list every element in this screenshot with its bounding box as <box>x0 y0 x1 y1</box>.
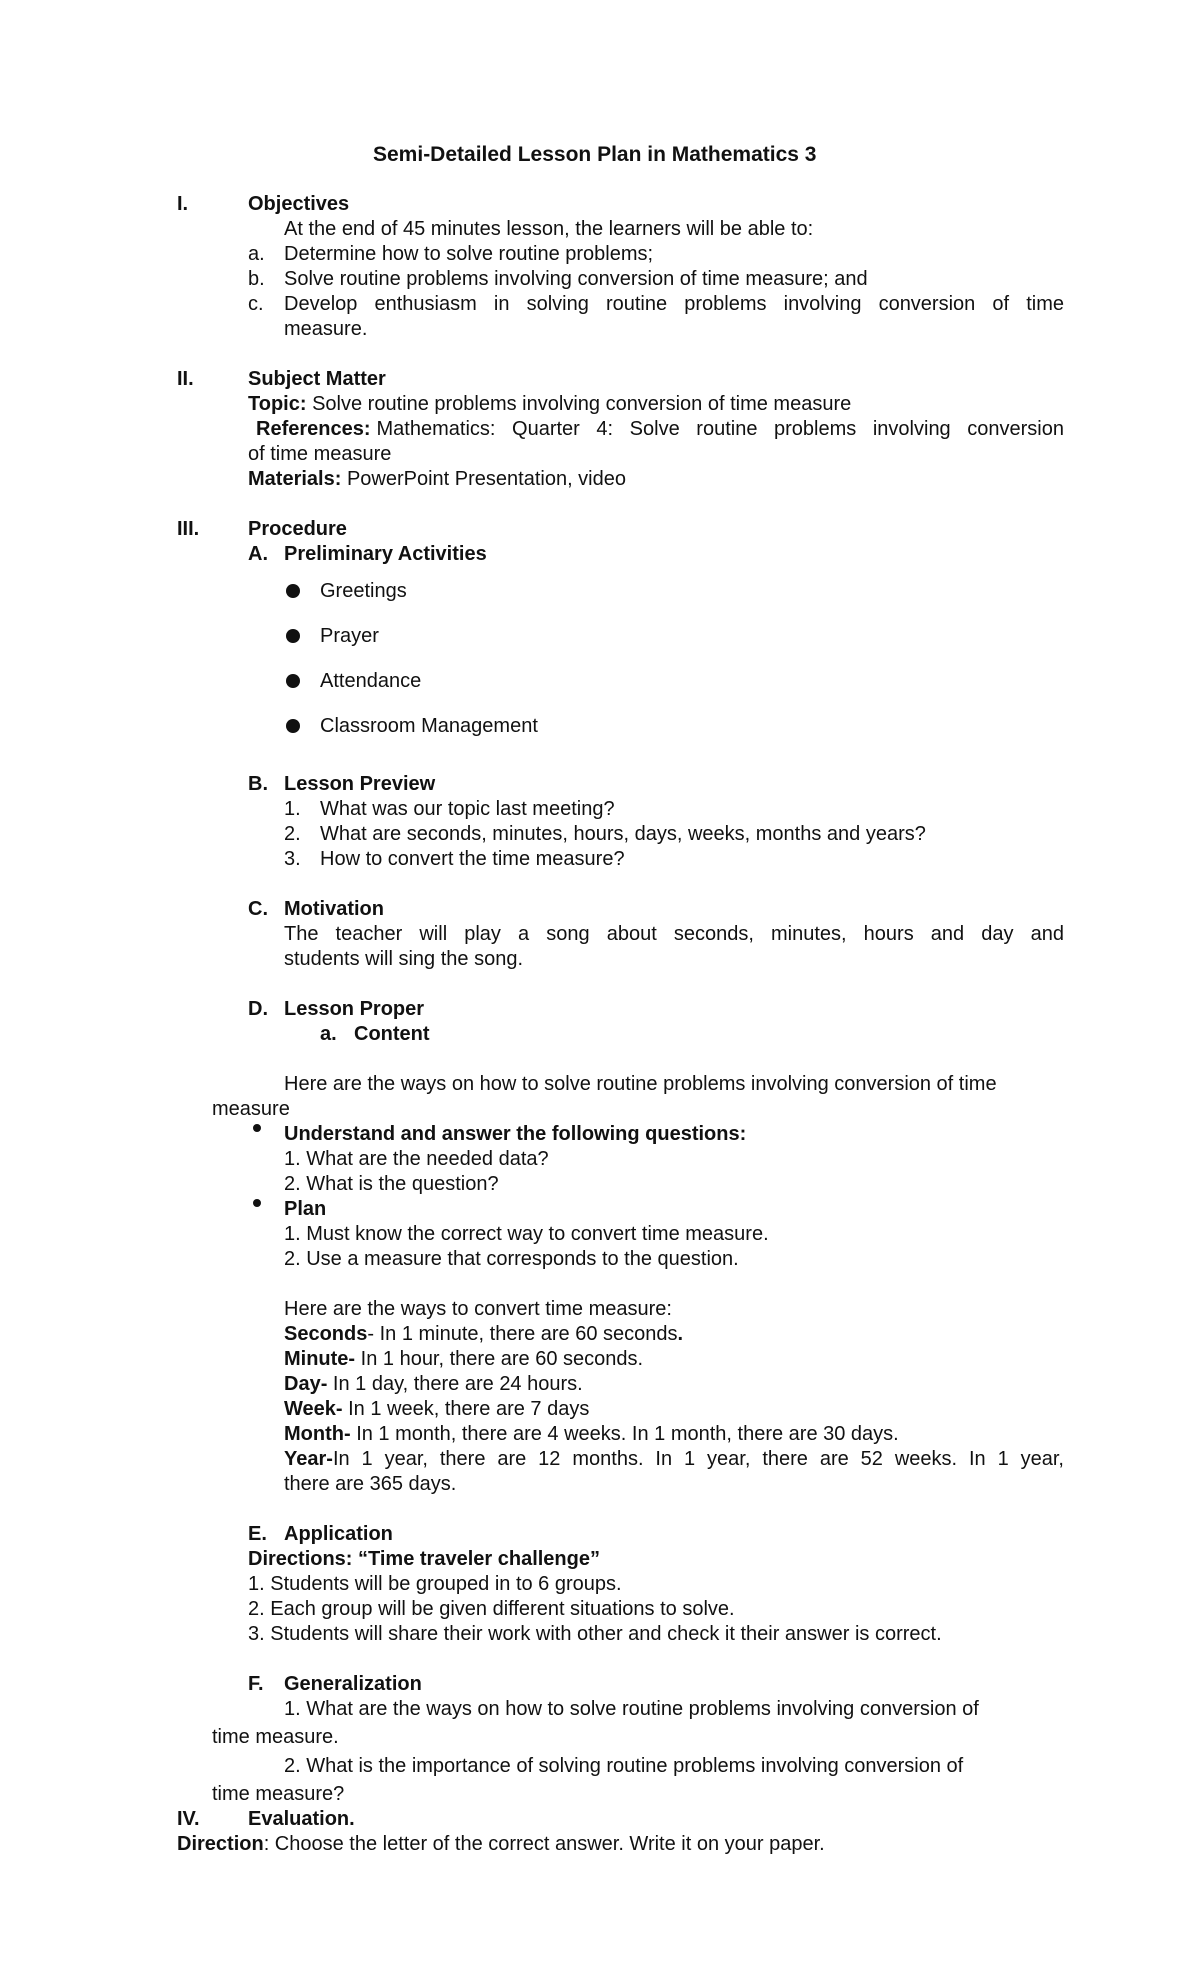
preview-number: 1. <box>284 798 301 820</box>
section-numeral-objectives: I. <box>177 193 189 215</box>
conversion-text: In 1 hour, there are 60 seconds. <box>355 1348 644 1370</box>
conversion-row <box>284 1347 643 1371</box>
subsection-heading-preliminary: Preliminary Activities <box>284 543 487 565</box>
conversion-row <box>284 1372 583 1396</box>
generalization-question: 2. What is the importance of solving routine problems involving conversion of <box>284 1755 964 1777</box>
conversion-row <box>284 1397 589 1421</box>
conversion-row <box>284 1447 1064 1471</box>
plan-heading: Plan <box>284 1198 327 1220</box>
preview-question: What are seconds, minutes, hours, days, weeks, months and years? <box>320 823 926 845</box>
conversion-label: Minute- <box>284 1348 356 1370</box>
conversion-text-continued: there are 365 days. <box>284 1473 457 1495</box>
subsection-heading-lesson-proper: Lesson Proper <box>284 998 425 1020</box>
conversion-text: - In 1 minute, there are 60 seconds <box>367 1323 678 1345</box>
subsection-heading-generalization: Generalization <box>284 1673 422 1695</box>
plan-item: 2. Use a measure that corresponds to the question. <box>284 1248 739 1270</box>
subsection-heading-motivation: Motivation <box>284 898 384 920</box>
conversion-text: In 1 year, there are 12 months. In 1 year, there are 52 weeks. In 1 year, <box>332 1448 1064 1470</box>
understand-item: 2. What is the question? <box>284 1173 499 1195</box>
topic-line <box>248 392 851 416</box>
preliminary-item: Greetings <box>320 580 407 602</box>
preview-number: 3. <box>284 848 301 870</box>
references-line <box>256 417 1064 441</box>
objective-letter: a. <box>248 243 265 265</box>
conversion-label: Seconds <box>284 1323 368 1345</box>
direction-label: Direction <box>177 1833 264 1855</box>
conversion-text: In 1 month, there are 4 weeks. In 1 month, there are 30 days. <box>350 1423 899 1445</box>
generalization-question: 1. What are the ways on how to solve routine problems involving conversion of <box>284 1698 979 1720</box>
section-heading-subject-matter: Subject Matter <box>248 368 386 390</box>
subsection-letter: B. <box>248 773 268 795</box>
preview-number: 2. <box>284 823 301 845</box>
subsection-letter: D. <box>248 998 268 1020</box>
application-item: 2. Each group will be given different situations to solve. <box>248 1598 735 1620</box>
subsection-heading-preview: Lesson Preview <box>284 773 436 795</box>
preliminary-item: Prayer <box>320 625 379 647</box>
conversion-row <box>284 1422 899 1446</box>
subsection-letter: C. <box>248 898 268 920</box>
preliminary-item: Attendance <box>320 670 422 692</box>
bullet-icon <box>286 719 300 733</box>
bullet-icon <box>286 674 300 688</box>
bullet-icon <box>286 584 300 598</box>
preview-question: How to convert the time measure? <box>320 848 625 870</box>
objective-text: Develop enthusiasm in solving routine problems involving conversion of time <box>284 293 1064 315</box>
subsection-letter: F. <box>248 1673 264 1695</box>
application-directions: Directions: “Time traveler challenge” <box>248 1548 600 1570</box>
subsection-heading-application: Application <box>284 1523 393 1545</box>
preview-question: What was our topic last meeting? <box>320 798 615 820</box>
references-value-continued: of time measure <box>248 443 392 465</box>
content-heading: Content <box>354 1023 430 1045</box>
section-numeral-evaluation: IV. <box>177 1808 200 1830</box>
content-intro: Here are the ways on how to solve routine problems involving conversion of time <box>284 1073 997 1095</box>
topic-label: Topic: <box>248 393 307 415</box>
conversion-label: Month- <box>284 1423 351 1445</box>
section-heading-objectives: Objectives <box>248 193 350 215</box>
materials-label: Materials: <box>248 468 342 490</box>
conversion-label: Day- <box>284 1373 328 1395</box>
conversion-label: Week- <box>284 1398 343 1420</box>
understand-item: 1. What are the needed data? <box>284 1148 549 1170</box>
conversion-end: . <box>677 1323 684 1345</box>
application-item: 1. Students will be grouped in to 6 groups. <box>248 1573 622 1595</box>
evaluation-direction <box>177 1832 825 1856</box>
bullet-icon <box>286 629 300 643</box>
objective-text: Determine how to solve routine problems; <box>284 243 654 265</box>
section-numeral-subject-matter: II. <box>177 368 194 390</box>
objective-text-continued: measure. <box>284 318 368 340</box>
materials-value: PowerPoint Presentation, video <box>346 468 626 490</box>
document-title: Semi-Detailed Lesson Plan in Mathematics 3 <box>373 143 817 166</box>
objective-letter: c. <box>248 293 264 315</box>
understand-heading: Understand and answer the following questions: <box>284 1123 747 1145</box>
references-value: Mathematics: Quarter 4: Solve routine problems involving conversion <box>376 418 1064 440</box>
conversion-text: In 1 day, there are 24 hours. <box>327 1373 583 1395</box>
motivation-text-continued: students will sing the song. <box>284 948 524 970</box>
section-heading-procedure: Procedure <box>248 518 347 540</box>
section-numeral-procedure: III. <box>177 518 200 540</box>
bullet-icon <box>253 1199 261 1207</box>
bullet-icon <box>253 1124 261 1132</box>
content-intro-continued: measure <box>212 1098 290 1120</box>
conversion-text: In 1 week, there are 7 days <box>342 1398 590 1420</box>
convert-intro: Here are the ways to convert time measure: <box>284 1298 672 1320</box>
plan-item: 1. Must know the correct way to convert time measure. <box>284 1223 769 1245</box>
materials-line <box>248 467 626 491</box>
generalization-question-continued: time measure? <box>212 1783 345 1805</box>
objectives-intro: At the end of 45 minutes lesson, the learners will be able to: <box>284 218 814 240</box>
content-letter: a. <box>320 1023 337 1045</box>
subsection-letter: E. <box>248 1523 267 1545</box>
section-heading-evaluation: Evaluation. <box>248 1808 355 1830</box>
direction-text: : Choose the letter of the correct answer. Write it on your paper. <box>263 1833 825 1855</box>
subsection-letter: A. <box>248 543 268 565</box>
conversion-row <box>284 1322 683 1346</box>
preliminary-item: Classroom Management <box>320 715 538 737</box>
application-item: 3. Students will share their work with other and check it their answer is correct. <box>248 1623 942 1645</box>
motivation-text: The teacher will play a song about seconds, minutes, hours and day and <box>284 923 1064 945</box>
generalization-question-continued: time measure. <box>212 1726 339 1748</box>
objective-text: Solve routine problems involving conversion of time measure; and <box>284 268 868 290</box>
objective-letter: b. <box>248 268 265 290</box>
topic-value: Solve routine problems involving conversion of time measure <box>312 393 852 415</box>
references-label: References: <box>256 418 371 440</box>
conversion-label: Year- <box>284 1448 333 1470</box>
